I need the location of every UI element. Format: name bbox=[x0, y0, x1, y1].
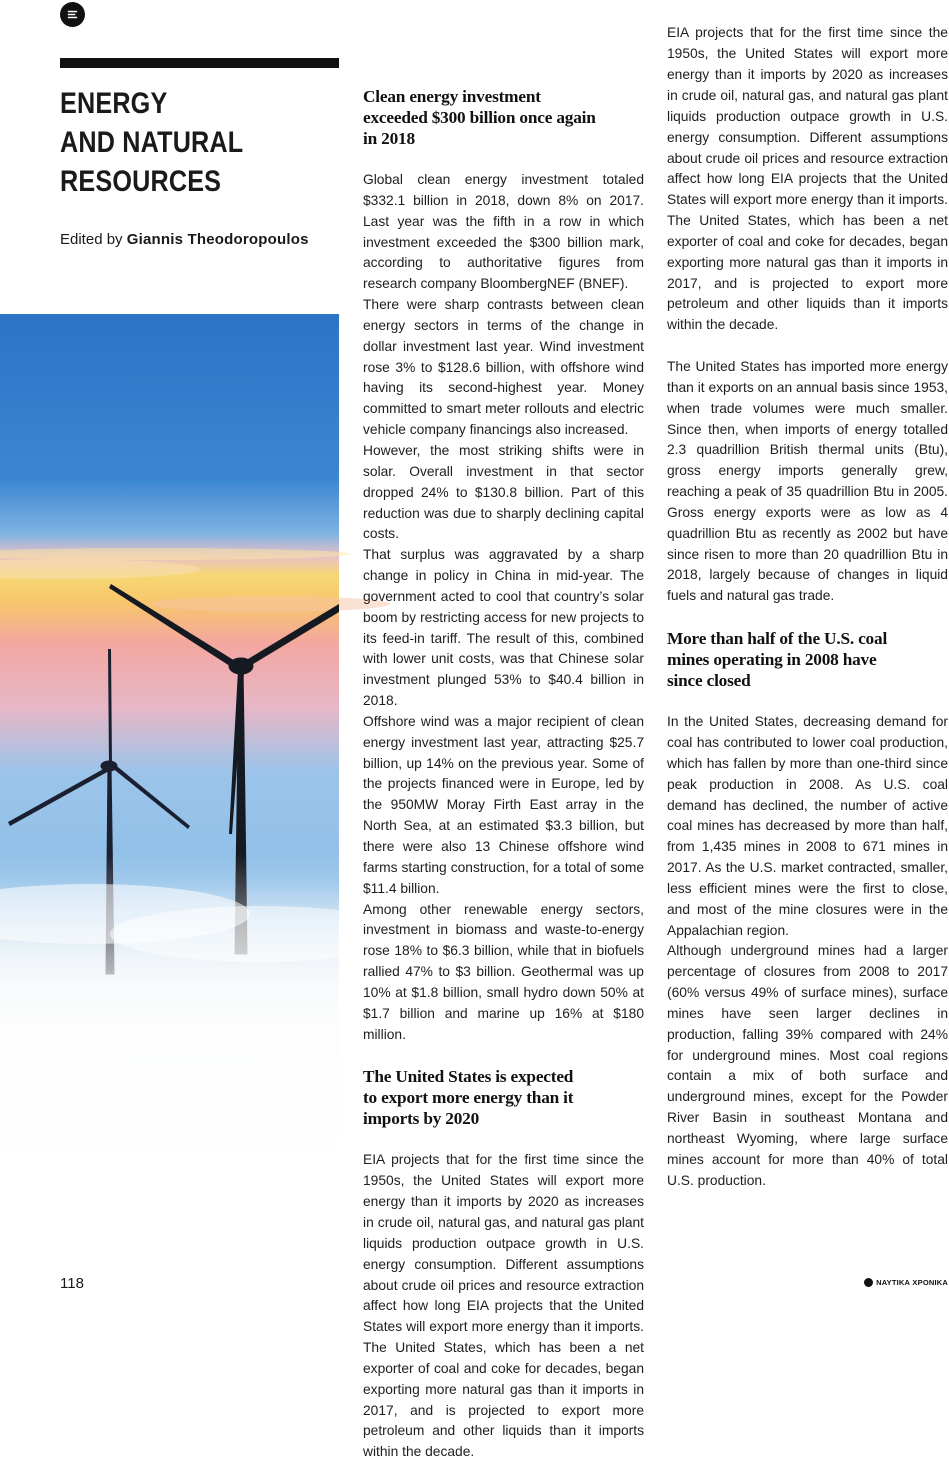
editor-credit bbox=[60, 231, 309, 248]
menu-lines-icon bbox=[60, 2, 85, 27]
spacer bbox=[363, 1045, 644, 1066]
paragraph: EIA projects that for the first time since the 1950s, the United States will export more energy than it imports by 2020 as increases in crude oil, natural gas, and natural gas plant liquids production outpace growth in U.S. energy consumption. Different assumptions about crude oil prices and resource extraction affect how long EIA projects that the United States will export more energy than it imports. The United States, which has been a net exporter of coal and coke for decades, began exporting more natural gas than it imports in 2017, and is projected to export more petroleum and other liquids than it imports within the decade. bbox=[667, 25, 948, 333]
article-heading-line: The United States is expected bbox=[363, 1067, 574, 1087]
article-heading bbox=[363, 86, 644, 149]
paragraph: Among other renewable energy sectors, investment in biomass and waste-to-energy rose 18% to $6.3 billion, while that in biofuels rallied 47% to $3 billion. Geothermal was up 10% at $1.8 billion, small hydro down 50% at $1.7 billion and marine up 16% at $180 million. bbox=[363, 901, 644, 1042]
page-number: 118 bbox=[60, 1275, 84, 1292]
paragraph: Although underground mines had a larger percentage of closures from 2008 to 2017 (60% versus 49% of surface mines), surface mines have seen larger declines in production, falling 39% compared with 24% for underground mines. Most coal regions contain a mix of both surface and underground mines, except for the Powder River Basin in southeast Montana and northeast Wyoming, where large surface mines account for more than 40% of total U.S. production. bbox=[667, 943, 948, 1188]
paragraph: There were sharp contrasts between clean energy sectors in terms of the change in dollar investment last year. Wind investment rose 3% to $128.6 billion, with offshore wind having its second-highest year. Money committed to smart meter rollouts and electric vehicle company financings also increased. bbox=[363, 297, 644, 438]
section-rule bbox=[60, 58, 339, 68]
paragraph: Global clean energy investment totaled $332.1 billion in 2018, down 8% on 2017. Last year was the fifth in a row in which investment exceeded the $300 billion mark, according to authoritative figures from research company BloombergNEF (BNEF). bbox=[363, 172, 644, 292]
article-heading-line: Clean energy investment bbox=[363, 87, 541, 106]
section-title-line: RESOURCES bbox=[60, 165, 222, 198]
column-right bbox=[667, 25, 948, 1192]
article-heading-line: mines operating in 2008 have bbox=[667, 650, 877, 670]
article-heading-line: exceeded $300 billion once again bbox=[363, 108, 596, 127]
article-heading-line: in 2018 bbox=[363, 129, 415, 148]
editor-name: Giannis Theodoropoulos bbox=[126, 231, 309, 248]
section-title-line: AND NATURAL bbox=[60, 126, 244, 159]
spacer bbox=[363, 1129, 644, 1150]
wind-turbines-photo bbox=[0, 314, 339, 1229]
section-title-line: ENERGY bbox=[60, 87, 168, 120]
paragraph: In the United States, decreasing demand for coal has contributed to lower coal production, which has fallen by more than one-third since peak production in 2008. As U.S. coal demand has declined, the number of active coal mines has decreased by more than half, from 1,435 mines in 2008 to 671 mines in 2017. As the U.S. market contracted, smaller, less efficient mines were the first to close, and most of the mine closures were in the Appalachian region. bbox=[667, 714, 948, 938]
paragraph: Offshore wind was a major recipient of clean energy investment last year, attracting $25.7 billion, up 14% on the previous year. Some of the projects financed were in Europe, led by the 950MW Moray Firth East array in the North Sea, at an estimated $3.3 billion, but there were also 13 Chinese offshore wind farms starting construction, for a total of some $11.4 billion. bbox=[363, 713, 644, 896]
footer-brand bbox=[864, 1278, 948, 1287]
article-heading bbox=[363, 1066, 644, 1129]
article-heading-line: to export more energy than it bbox=[363, 1088, 574, 1108]
paragraph: The United States has imported more energy than it exports on an annual basis since 1953, when trade volumes were much smaller. Since then, when imports of energy totalled 2.3 quadrillion British thermal units (Btu), gross energy imports generally grew, reaching a peak of 35 quadrillion Btu in 2005. Gross energy exports were as low as 4 quadrillion Btu as recently as 2002 but have since risen to more than 20 quadrillion Btu in 2018, largely because of changes in liquid fuels and natural gas trade. bbox=[667, 359, 948, 604]
edited-by-prefix: Edited by bbox=[60, 231, 123, 248]
spacer bbox=[363, 149, 644, 170]
column-left bbox=[363, 86, 644, 1460]
paragraph-continued-clip bbox=[667, 25, 948, 357]
paragraph: EIA projects that for the first time since the 1950s, the United States will export more energy than it imports by 2020 as increases in crude oil, natural gas, and natural gas plant liquids production outpace growth in U.S. energy consumption. Different assumptions about crude oil prices and resource extraction affect how long EIA projects that the United States will export more energy than it imports. The United States, which has been a net exporter of coal and coke for decades, began exporting more natural gas than it imports in 2017, and is projected to export more petroleum and other liquids than it imports within the decade. bbox=[363, 1152, 644, 1460]
spacer bbox=[667, 691, 948, 712]
brand-name: ΝΑΥΤΙΚΑ ΧΡΟΝΙΚΑ bbox=[876, 1278, 948, 1287]
section-title bbox=[60, 84, 295, 201]
article-heading-line: More than half of the U.S. coal bbox=[667, 629, 888, 649]
brand-logo-icon bbox=[864, 1278, 873, 1287]
article-heading-line: imports by 2020 bbox=[363, 1109, 480, 1129]
article-heading-line: since closed bbox=[667, 671, 751, 691]
article-heading bbox=[667, 628, 948, 691]
paragraph: However, the most striking shifts were in solar. Overall investment in that sector dropped 24% to $130.8 billion. Part of this reduction was due to sharply declining capital costs. bbox=[363, 442, 644, 542]
paragraph-clip bbox=[363, 1150, 644, 1460]
paragraph: That surplus was aggravated by a sharp change in policy in China in mid-year. The government acted to cool that country’s solar boom by restricting access for new projects to its feed-in tariff. The result of this, combined with lower unit costs, was that Chinese solar investment plunged 53% to $40.4 billion in 2018. bbox=[363, 547, 644, 709]
spacer bbox=[667, 607, 948, 628]
